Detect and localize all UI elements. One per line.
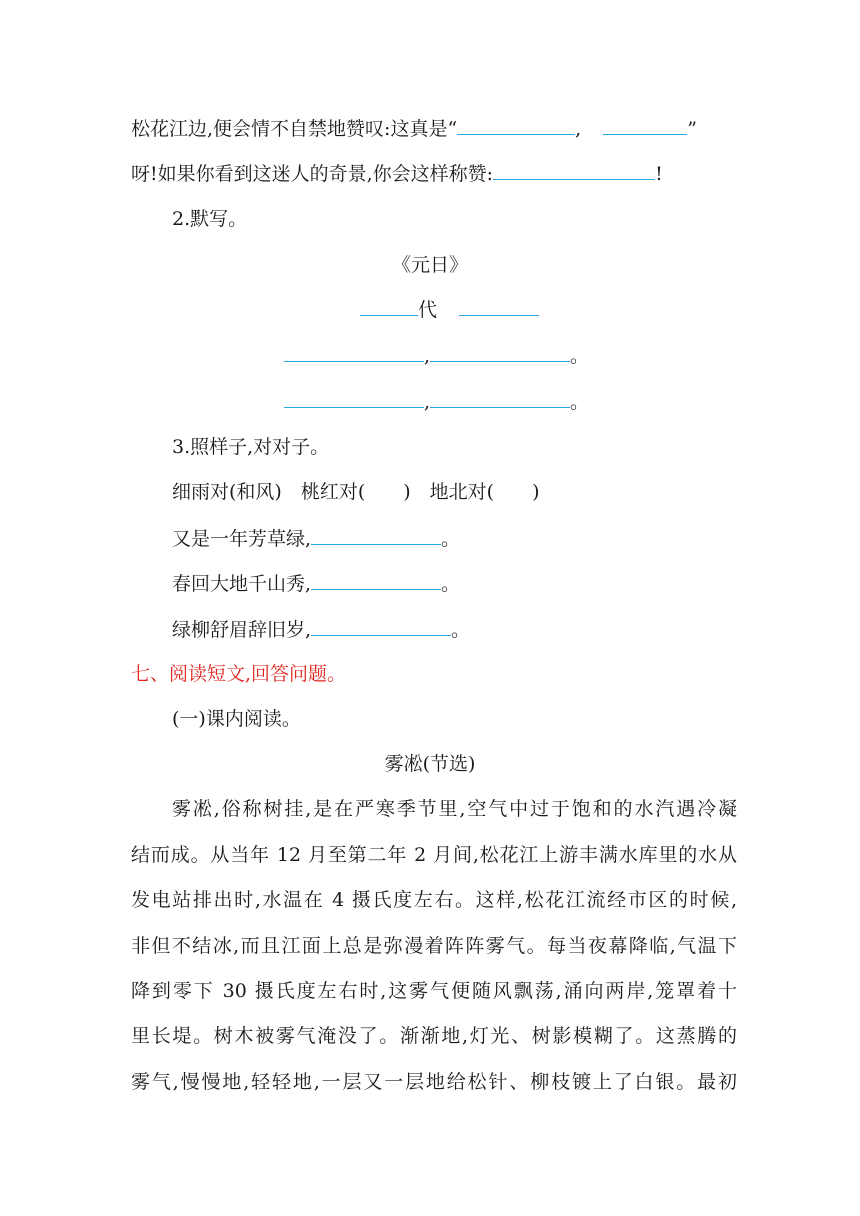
section-heading: 七、阅读短文,回答问题。 xyxy=(131,663,347,685)
author-blank[interactable] xyxy=(459,297,539,316)
q1-line1 xyxy=(131,116,697,141)
q3-heading: 3.照样子,对对子。 xyxy=(172,436,330,458)
passage-line: 非但不结冰,而且江面上总是弥漫着阵阵雾气。每当夜幕降临,气温下 xyxy=(131,935,737,957)
poem-blank[interactable] xyxy=(430,343,570,362)
poem-line-2 xyxy=(284,389,589,414)
poem-blank[interactable] xyxy=(284,389,424,408)
passage-line: 降到零下 30 摄氏度左右时,这雾气便随风飘荡,涌向两岸,笼罩着十 xyxy=(131,980,737,1002)
dynasty-blank[interactable] xyxy=(360,297,418,316)
q1-line1-text: 松花江边,便会情不自禁地赞叹:这真是“ xyxy=(131,118,458,140)
poem-period: 。 xyxy=(570,345,590,367)
q1-line2-end: ! xyxy=(655,163,663,185)
passage-title: 雾凇(节选) xyxy=(384,753,476,775)
answer-blank[interactable] xyxy=(311,571,441,590)
poem-line-1 xyxy=(284,343,589,368)
q2-heading: 2.默写。 xyxy=(172,208,248,230)
couplet-text: 又是一年芳草绿, xyxy=(172,528,312,550)
passage-line: 雾气,慢慢地,轻轻地,一层又一层地给松针、柳枝镀上了白银。最初 xyxy=(131,1071,737,1093)
couplet-text: 绿柳舒眉辞旧岁, xyxy=(172,619,312,641)
answer-blank[interactable] xyxy=(311,526,441,545)
q1-line2-text: 呀!如果你看到这迷人的奇景,你会这样称赞: xyxy=(131,163,494,185)
q3-couplet-2 xyxy=(172,571,460,596)
q1-line1-sep: , xyxy=(575,118,582,140)
couplet-period: 。 xyxy=(441,573,461,595)
poem-comma: , xyxy=(424,345,431,367)
passage-line: 发电站排出时,水温在 4 摄氏度左右。这样,松花江流经市区的时候, xyxy=(131,889,737,911)
answer-blank[interactable] xyxy=(493,161,655,180)
dynasty-char: 代 xyxy=(418,299,438,321)
q3-couplet-1 xyxy=(172,526,460,551)
couplet-period: 。 xyxy=(441,528,461,550)
passage-line: 里长堤。树木被雾气淹没了。渐渐地,灯光、树影模糊了。这蒸腾的 xyxy=(131,1025,737,1047)
section-sub: (一)课内阅读。 xyxy=(172,708,301,730)
poem-author-line xyxy=(360,297,539,322)
passage-line: 雾凇,俗称树挂,是在严寒季节里,空气中过于饱和的水汽遇冷凝 xyxy=(172,798,737,820)
q1-line2 xyxy=(131,161,663,186)
poem-blank[interactable] xyxy=(430,389,570,408)
poem-title: 《元日》 xyxy=(391,254,468,276)
passage-line: 结而成。从当年 12 月至第二年 2 月间,松花江上游丰满水库里的水从 xyxy=(131,844,737,866)
couplet-text: 春回大地千山秀, xyxy=(172,573,312,595)
poem-comma: , xyxy=(424,391,431,413)
q1-line1-end: ” xyxy=(687,118,697,140)
poem-period: 。 xyxy=(570,391,590,413)
answer-blank[interactable] xyxy=(457,116,575,135)
q3-pairs: 细雨对(和风) 桃红对( ) 地北对( ) xyxy=(172,481,540,503)
answer-blank[interactable] xyxy=(603,116,687,135)
couplet-period: 。 xyxy=(451,619,471,641)
q3-couplet-3 xyxy=(172,617,470,642)
poem-blank[interactable] xyxy=(284,343,424,362)
answer-blank[interactable] xyxy=(311,617,451,636)
